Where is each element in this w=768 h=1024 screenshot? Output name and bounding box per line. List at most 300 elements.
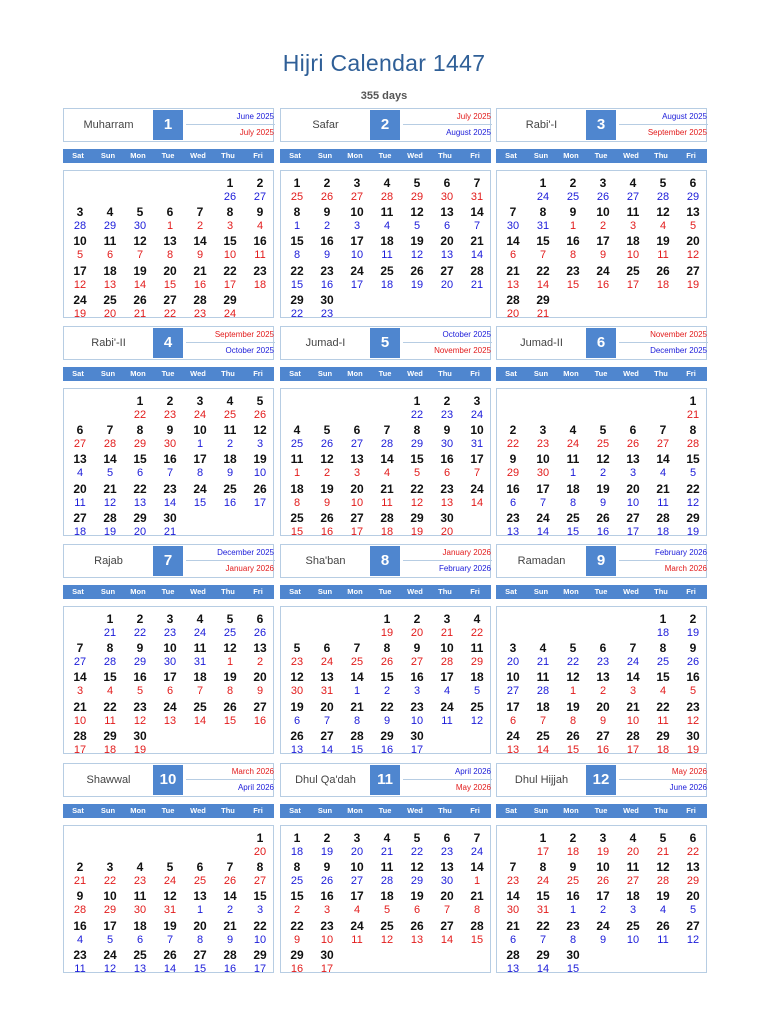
day-cell[interactable] [558,511,588,539]
day-cell[interactable] [402,612,432,640]
day-cell[interactable] [342,482,372,510]
day-cell[interactable] [402,176,432,204]
day-cell[interactable] [432,423,462,451]
day-cell[interactable] [185,423,215,451]
day-cell[interactable] [432,452,462,480]
day-cell[interactable] [528,700,558,728]
day-cell[interactable] [245,176,275,204]
day-cell[interactable] [372,729,402,757]
day-cell[interactable] [65,511,95,539]
day-cell[interactable] [648,919,678,947]
day-cell[interactable] [65,948,95,976]
day-cell[interactable] [282,670,312,698]
day-cell[interactable] [95,919,125,947]
day-cell[interactable] [342,452,372,480]
day-cell[interactable] [342,641,372,669]
day-cell[interactable] [185,612,215,640]
day-cell[interactable] [65,234,95,262]
day-cell[interactable] [125,612,155,640]
day-cell[interactable] [618,511,648,539]
day-cell[interactable] [588,831,618,859]
day-cell[interactable] [185,264,215,292]
day-cell[interactable] [498,700,528,728]
day-cell[interactable] [312,919,342,947]
day-cell[interactable] [125,234,155,262]
day-cell[interactable] [312,482,342,510]
day-cell[interactable] [498,641,528,669]
day-cell[interactable] [155,948,185,976]
day-cell[interactable] [498,205,528,233]
day-cell[interactable] [125,482,155,510]
day-cell[interactable] [402,482,432,510]
day-cell[interactable] [528,511,558,539]
day-cell[interactable] [312,423,342,451]
day-cell[interactable] [432,394,462,422]
day-cell[interactable] [432,889,462,917]
day-cell[interactable] [678,729,708,757]
day-cell[interactable] [372,482,402,510]
day-cell[interactable] [342,176,372,204]
day-cell[interactable] [558,205,588,233]
day-cell[interactable] [498,482,528,510]
day-cell[interactable] [95,423,125,451]
day-cell[interactable] [648,700,678,728]
day-cell[interactable] [125,860,155,888]
day-cell[interactable] [528,482,558,510]
day-cell[interactable] [648,511,678,539]
day-cell[interactable] [95,264,125,292]
day-cell[interactable] [462,205,492,233]
day-cell[interactable] [215,889,245,917]
day-cell[interactable] [558,423,588,451]
day-cell[interactable] [312,729,342,757]
day-cell[interactable] [155,919,185,947]
day-cell[interactable] [155,423,185,451]
day-cell[interactable] [282,860,312,888]
day-cell[interactable] [402,205,432,233]
day-cell[interactable] [678,423,708,451]
day-cell[interactable] [65,205,95,233]
day-cell[interactable] [678,482,708,510]
day-cell[interactable] [65,729,95,757]
day-cell[interactable] [95,482,125,510]
day-cell[interactable] [342,860,372,888]
day-cell[interactable] [125,641,155,669]
day-cell[interactable] [312,831,342,859]
day-cell[interactable] [282,234,312,262]
day-cell[interactable] [245,423,275,451]
day-cell[interactable] [648,860,678,888]
day-cell[interactable] [215,264,245,292]
day-cell[interactable] [95,511,125,539]
day-cell[interactable] [282,452,312,480]
day-cell[interactable] [558,264,588,292]
day-cell[interactable] [65,423,95,451]
day-cell[interactable] [588,423,618,451]
day-cell[interactable] [125,889,155,917]
day-cell[interactable] [462,612,492,640]
day-cell[interactable] [342,831,372,859]
day-cell[interactable] [372,831,402,859]
day-cell[interactable] [618,919,648,947]
day-cell[interactable] [155,670,185,698]
day-cell[interactable] [282,641,312,669]
day-cell[interactable] [618,641,648,669]
day-cell[interactable] [528,452,558,480]
day-cell[interactable] [312,176,342,204]
day-cell[interactable] [125,423,155,451]
day-cell[interactable] [312,670,342,698]
day-cell[interactable] [312,452,342,480]
day-cell[interactable] [215,641,245,669]
day-cell[interactable] [95,700,125,728]
day-cell[interactable] [155,205,185,233]
day-cell[interactable] [372,670,402,698]
day-cell[interactable] [618,176,648,204]
day-cell[interactable] [528,264,558,292]
day-cell[interactable] [558,452,588,480]
day-cell[interactable] [65,641,95,669]
day-cell[interactable] [282,423,312,451]
day-cell[interactable] [342,889,372,917]
day-cell[interactable] [648,670,678,698]
day-cell[interactable] [678,860,708,888]
day-cell[interactable] [155,234,185,262]
day-cell[interactable] [558,482,588,510]
day-cell[interactable] [618,234,648,262]
day-cell[interactable] [245,948,275,976]
day-cell[interactable] [282,919,312,947]
day-cell[interactable] [185,452,215,480]
day-cell[interactable] [155,293,185,321]
day-cell[interactable] [245,612,275,640]
day-cell[interactable] [215,205,245,233]
day-cell[interactable] [402,423,432,451]
day-cell[interactable] [618,889,648,917]
day-cell[interactable] [648,482,678,510]
day-cell[interactable] [648,889,678,917]
day-cell[interactable] [588,452,618,480]
day-cell[interactable] [498,423,528,451]
day-cell[interactable] [558,670,588,698]
day-cell[interactable] [498,919,528,947]
day-cell[interactable] [245,264,275,292]
day-cell[interactable] [648,452,678,480]
day-cell[interactable] [678,612,708,640]
day-cell[interactable] [342,729,372,757]
day-cell[interactable] [678,700,708,728]
day-cell[interactable] [95,641,125,669]
day-cell[interactable] [185,889,215,917]
day-cell[interactable] [125,729,155,757]
day-cell[interactable] [125,948,155,976]
day-cell[interactable] [462,919,492,947]
day-cell[interactable] [678,511,708,539]
day-cell[interactable] [462,860,492,888]
day-cell[interactable] [282,831,312,859]
day-cell[interactable] [282,205,312,233]
day-cell[interactable] [155,889,185,917]
day-cell[interactable] [215,452,245,480]
day-cell[interactable] [588,176,618,204]
day-cell[interactable] [432,205,462,233]
day-cell[interactable] [342,511,372,539]
day-cell[interactable] [498,948,528,976]
day-cell[interactable] [528,831,558,859]
day-cell[interactable] [95,948,125,976]
day-cell[interactable] [432,176,462,204]
day-cell[interactable] [342,670,372,698]
day-cell[interactable] [678,889,708,917]
day-cell[interactable] [618,482,648,510]
day-cell[interactable] [185,700,215,728]
day-cell[interactable] [155,612,185,640]
day-cell[interactable] [125,919,155,947]
day-cell[interactable] [558,176,588,204]
day-cell[interactable] [282,700,312,728]
day-cell[interactable] [95,729,125,757]
day-cell[interactable] [462,394,492,422]
day-cell[interactable] [462,423,492,451]
day-cell[interactable] [65,670,95,698]
day-cell[interactable] [402,889,432,917]
day-cell[interactable] [618,205,648,233]
day-cell[interactable] [498,860,528,888]
day-cell[interactable] [462,641,492,669]
day-cell[interactable] [372,423,402,451]
day-cell[interactable] [558,234,588,262]
day-cell[interactable] [462,264,492,292]
day-cell[interactable] [648,612,678,640]
day-cell[interactable] [528,729,558,757]
day-cell[interactable] [558,948,588,976]
day-cell[interactable] [282,511,312,539]
day-cell[interactable] [462,482,492,510]
day-cell[interactable] [402,641,432,669]
day-cell[interactable] [185,234,215,262]
day-cell[interactable] [588,729,618,757]
day-cell[interactable] [215,948,245,976]
day-cell[interactable] [588,234,618,262]
day-cell[interactable] [95,452,125,480]
day-cell[interactable] [125,394,155,422]
day-cell[interactable] [432,511,462,539]
day-cell[interactable] [245,700,275,728]
day-cell[interactable] [65,889,95,917]
day-cell[interactable] [528,176,558,204]
day-cell[interactable] [282,889,312,917]
day-cell[interactable] [155,641,185,669]
day-cell[interactable] [372,264,402,292]
day-cell[interactable] [312,641,342,669]
day-cell[interactable] [402,452,432,480]
day-cell[interactable] [558,889,588,917]
day-cell[interactable] [648,176,678,204]
day-cell[interactable] [312,511,342,539]
day-cell[interactable] [648,641,678,669]
day-cell[interactable] [215,394,245,422]
day-cell[interactable] [618,729,648,757]
day-cell[interactable] [618,700,648,728]
day-cell[interactable] [125,700,155,728]
day-cell[interactable] [312,948,342,976]
day-cell[interactable] [312,234,342,262]
day-cell[interactable] [402,234,432,262]
day-cell[interactable] [498,670,528,698]
day-cell[interactable] [155,700,185,728]
day-cell[interactable] [588,860,618,888]
day-cell[interactable] [215,612,245,640]
day-cell[interactable] [65,860,95,888]
day-cell[interactable] [282,948,312,976]
day-cell[interactable] [462,831,492,859]
day-cell[interactable] [65,700,95,728]
day-cell[interactable] [648,729,678,757]
day-cell[interactable] [678,264,708,292]
day-cell[interactable] [528,293,558,321]
day-cell[interactable] [65,452,95,480]
day-cell[interactable] [245,482,275,510]
day-cell[interactable] [282,482,312,510]
day-cell[interactable] [95,293,125,321]
day-cell[interactable] [155,264,185,292]
day-cell[interactable] [498,889,528,917]
day-cell[interactable] [215,482,245,510]
day-cell[interactable] [402,729,432,757]
day-cell[interactable] [558,919,588,947]
day-cell[interactable] [462,889,492,917]
day-cell[interactable] [312,264,342,292]
day-cell[interactable] [678,831,708,859]
day-cell[interactable] [155,452,185,480]
day-cell[interactable] [432,831,462,859]
day-cell[interactable] [372,176,402,204]
day-cell[interactable] [432,919,462,947]
day-cell[interactable] [185,948,215,976]
day-cell[interactable] [125,205,155,233]
day-cell[interactable] [402,831,432,859]
day-cell[interactable] [432,482,462,510]
day-cell[interactable] [125,452,155,480]
day-cell[interactable] [185,860,215,888]
day-cell[interactable] [155,511,185,539]
day-cell[interactable] [95,612,125,640]
day-cell[interactable] [648,831,678,859]
day-cell[interactable] [678,205,708,233]
day-cell[interactable] [528,423,558,451]
day-cell[interactable] [528,205,558,233]
day-cell[interactable] [312,889,342,917]
day-cell[interactable] [618,452,648,480]
day-cell[interactable] [215,293,245,321]
day-cell[interactable] [498,264,528,292]
day-cell[interactable] [528,889,558,917]
day-cell[interactable] [372,452,402,480]
day-cell[interactable] [185,482,215,510]
day-cell[interactable] [402,511,432,539]
day-cell[interactable] [402,670,432,698]
day-cell[interactable] [678,641,708,669]
day-cell[interactable] [185,394,215,422]
day-cell[interactable] [185,670,215,698]
day-cell[interactable] [342,919,372,947]
day-cell[interactable] [65,482,95,510]
day-cell[interactable] [125,511,155,539]
day-cell[interactable] [618,670,648,698]
day-cell[interactable] [215,423,245,451]
day-cell[interactable] [185,205,215,233]
day-cell[interactable] [498,234,528,262]
day-cell[interactable] [95,860,125,888]
day-cell[interactable] [648,264,678,292]
day-cell[interactable] [282,729,312,757]
day-cell[interactable] [588,264,618,292]
day-cell[interactable] [648,205,678,233]
day-cell[interactable] [588,889,618,917]
day-cell[interactable] [462,452,492,480]
day-cell[interactable] [312,205,342,233]
day-cell[interactable] [528,948,558,976]
day-cell[interactable] [185,919,215,947]
day-cell[interactable] [372,889,402,917]
day-cell[interactable] [498,452,528,480]
day-cell[interactable] [282,293,312,321]
day-cell[interactable] [588,670,618,698]
day-cell[interactable] [342,700,372,728]
day-cell[interactable] [372,860,402,888]
day-cell[interactable] [498,511,528,539]
day-cell[interactable] [588,641,618,669]
day-cell[interactable] [528,641,558,669]
day-cell[interactable] [372,919,402,947]
day-cell[interactable] [432,264,462,292]
day-cell[interactable] [648,423,678,451]
day-cell[interactable] [245,860,275,888]
day-cell[interactable] [462,700,492,728]
day-cell[interactable] [678,919,708,947]
day-cell[interactable] [65,264,95,292]
day-cell[interactable] [155,482,185,510]
day-cell[interactable] [372,700,402,728]
day-cell[interactable] [312,293,342,321]
day-cell[interactable] [65,293,95,321]
day-cell[interactable] [678,670,708,698]
day-cell[interactable] [282,264,312,292]
day-cell[interactable] [342,423,372,451]
day-cell[interactable] [245,919,275,947]
day-cell[interactable] [245,831,275,859]
day-cell[interactable] [588,482,618,510]
day-cell[interactable] [125,293,155,321]
day-cell[interactable] [558,700,588,728]
day-cell[interactable] [215,670,245,698]
day-cell[interactable] [245,234,275,262]
day-cell[interactable] [402,700,432,728]
day-cell[interactable] [402,919,432,947]
day-cell[interactable] [462,234,492,262]
day-cell[interactable] [372,511,402,539]
day-cell[interactable] [588,205,618,233]
day-cell[interactable] [65,919,95,947]
day-cell[interactable] [372,612,402,640]
day-cell[interactable] [678,452,708,480]
day-cell[interactable] [558,641,588,669]
day-cell[interactable] [312,700,342,728]
day-cell[interactable] [402,394,432,422]
day-cell[interactable] [215,700,245,728]
day-cell[interactable] [432,860,462,888]
day-cell[interactable] [558,831,588,859]
